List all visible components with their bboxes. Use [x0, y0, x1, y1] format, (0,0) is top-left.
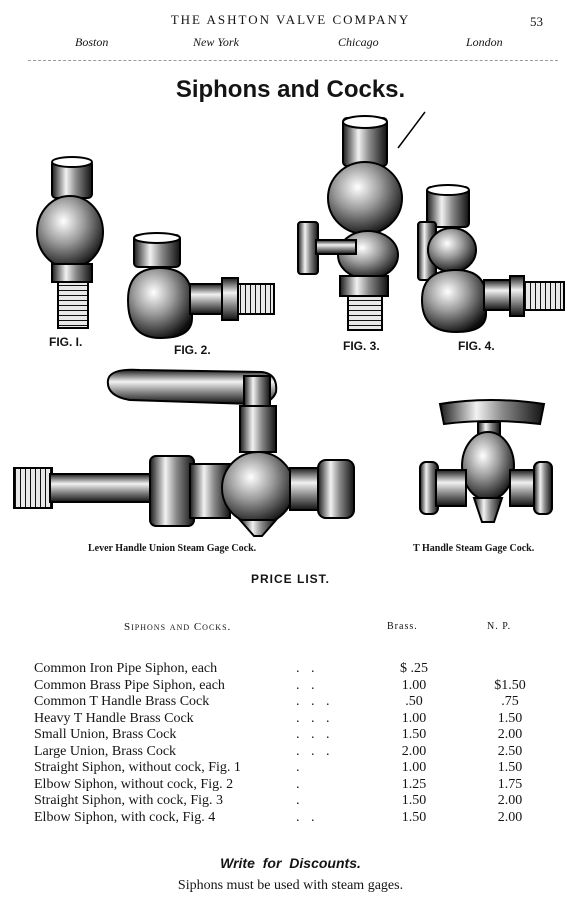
company-name: THE ASHTON VALVE COMPANY	[170, 12, 411, 27]
table-row	[34, 678, 544, 695]
fig3-straight-siphon-with-cock-illustration	[298, 112, 425, 330]
fig1-straight-siphon-illustration	[37, 157, 103, 328]
city-chicago: Chicago	[338, 35, 379, 49]
page-title: Siphons and Cocks.	[175, 76, 406, 103]
np-price: 2.50	[497, 743, 523, 759]
t-handle-cock-illustration	[420, 400, 552, 522]
fig3-label: FIG. 3.	[343, 339, 380, 353]
leader-dots: .	[296, 776, 304, 792]
page-number: 53	[530, 14, 543, 29]
column-header-item: Siphons and Cocks.	[124, 621, 232, 633]
price-table	[34, 661, 544, 826]
item-name: Large Union, Brass Cock	[34, 743, 177, 759]
item-name: Common Iron Pipe Siphon, each	[34, 661, 218, 676]
t-cock-caption: T Handle Steam Gage Cock.	[413, 543, 535, 554]
leader-dots: . . .	[296, 694, 334, 709]
column-header-brass: Brass.	[387, 621, 418, 632]
city-boston: Boston	[75, 35, 109, 49]
table-row	[34, 777, 544, 794]
item-name: Common T Handle Brass Cock	[34, 694, 210, 709]
np-price: 2.00	[497, 727, 523, 742]
brass-price: 2.00	[401, 743, 427, 759]
leader-dots: . .	[296, 661, 319, 676]
item-name: Small Union, Brass Cock	[34, 727, 177, 742]
brass-price: 1.50	[401, 809, 427, 825]
np-price: 1.75	[497, 776, 523, 792]
brass-price: 1.50	[401, 793, 427, 808]
brass-price: $ .25	[400, 661, 428, 676]
table-row	[34, 760, 544, 777]
table-row	[34, 711, 544, 728]
leader-dots: .	[296, 793, 304, 808]
discounts-line: Write for Discounts.	[220, 855, 361, 871]
brass-price: 1.25	[401, 776, 427, 792]
fig1-label: FIG. I.	[49, 335, 83, 349]
table-row	[34, 727, 544, 744]
leader-dots: . . .	[296, 743, 334, 759]
np-price: $1.50	[494, 677, 526, 693]
item-name: Straight Siphon, with cock, Fig. 3	[34, 793, 223, 808]
item-name: Heavy T Handle Brass Cock	[34, 710, 194, 726]
brass-price: 1.00	[401, 760, 427, 775]
footer-note: Siphons must be used with steam gages.	[177, 878, 404, 893]
brass-price: 1.00	[401, 677, 427, 693]
fig2-label: FIG. 2.	[174, 343, 211, 357]
np-price: .75	[501, 694, 519, 709]
np-price: 2.00	[497, 809, 523, 825]
leader-dots: . . .	[296, 710, 334, 726]
item-name: Straight Siphon, without cock, Fig. 1	[34, 760, 241, 775]
np-price: 1.50	[497, 760, 523, 775]
leader-dots: . . .	[296, 727, 334, 742]
table-row	[34, 694, 544, 711]
table-row	[34, 793, 544, 810]
lever-cock-caption: Lever Handle Union Steam Gage Cock.	[88, 543, 257, 554]
column-header-np: N. P.	[487, 621, 512, 632]
city-london: London	[466, 35, 503, 49]
leader-dots: .	[296, 760, 304, 775]
price-list-heading: PRICE LIST.	[250, 572, 330, 586]
item-name: Common Brass Pipe Siphon, each	[34, 677, 225, 693]
table-row	[34, 661, 544, 678]
leader-dots: . .	[296, 809, 319, 825]
city-new-york: New York	[193, 35, 239, 49]
np-price: 1.50	[497, 710, 523, 726]
leader-dots: . .	[296, 677, 319, 693]
item-name: Elbow Siphon, with cock, Fig. 4	[34, 809, 216, 825]
fig4-elbow-siphon-with-cock-illustration	[418, 185, 564, 332]
table-row	[34, 744, 544, 761]
table-row	[34, 810, 544, 827]
brass-price: 1.00	[401, 710, 427, 726]
lever-handle-union-cock-illustration	[14, 370, 354, 536]
np-price: 2.00	[497, 793, 523, 808]
fig2-elbow-siphon-illustration	[128, 233, 274, 338]
item-name: Elbow Siphon, without cock, Fig. 2	[34, 776, 234, 792]
brass-price: .50	[405, 694, 423, 709]
fig4-label: FIG. 4.	[458, 339, 495, 353]
brass-price: 1.50	[401, 727, 427, 742]
